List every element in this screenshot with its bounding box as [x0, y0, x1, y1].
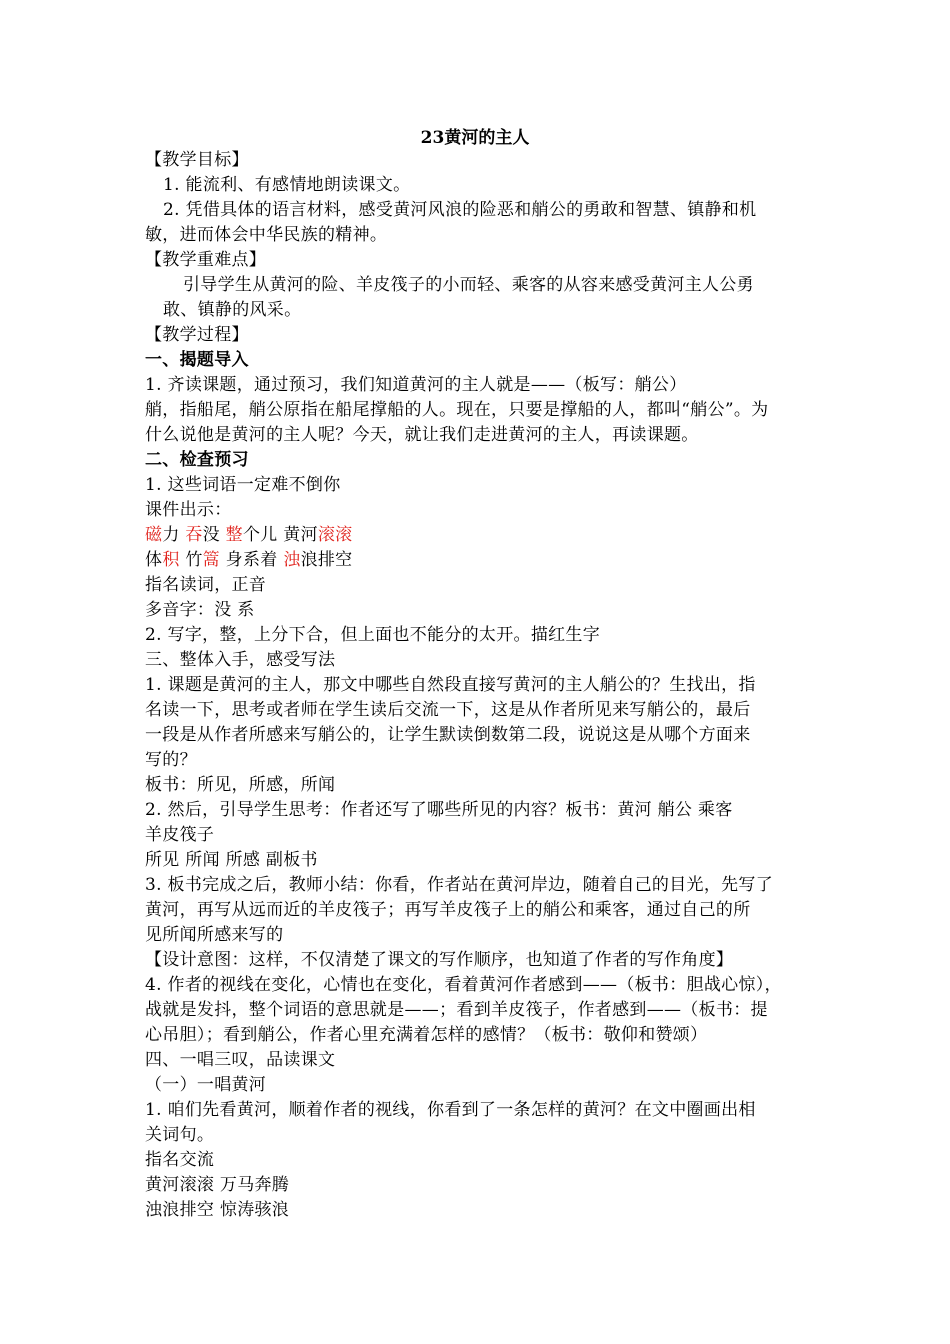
- p3-line5: 板书：所见，所感，所闻: [145, 775, 336, 795]
- part4-heading: 四、一唱三叹，品读课文: [145, 1050, 336, 1070]
- part1-heading: 一、揭题导入: [145, 350, 249, 370]
- words-row-2: [145, 548, 352, 573]
- word-seg: 整: [225, 525, 243, 545]
- p3-line11: 见所闻所感来写的: [145, 925, 284, 945]
- p3-line9: 3. 板书完成之后，教师小结：你看，作者站在黄河岸边，随着自己的目光，先写了: [145, 875, 774, 895]
- p3-line7: 羊皮筏子: [145, 825, 215, 845]
- p4-line5: 黄河滚滚 万马奔腾: [145, 1175, 290, 1195]
- p1-line3: 什么说他是黄河的主人呢？今天，就让我们走进黄河的主人，再读课题。: [145, 425, 699, 445]
- page-title: 23黄河的主人: [420, 128, 530, 148]
- p3-line3: 一段是从作者所感来写艄公的，让学生默读倒数第二段，说说这是从哪个方面来: [145, 725, 751, 745]
- p2-line3: 指名读词，正音: [145, 575, 267, 595]
- p2-line1: 1. 这些词语一定难不倒你: [145, 475, 341, 495]
- word-seg: 竹: [179, 550, 203, 570]
- word-seg: 吞: [185, 525, 203, 545]
- objective-2a: 2. 凭借具体的语言材料，感受黄河风浪的险恶和艄公的勇敢和智慧、镇静和机: [163, 200, 757, 220]
- p3-line14: 战就是发抖，整个词语的意思就是——；看到羊皮筏子，作者感到——（板书：提: [145, 1000, 768, 1020]
- p3-line4: 写的？: [145, 750, 197, 770]
- p2-line5: 2. 写字，整，上分下合，但上面也不能分的太开。描红生字: [145, 625, 601, 645]
- process-heading: 【教学过程】: [145, 325, 249, 345]
- word-seg: 积: [162, 550, 180, 570]
- word-seg: 浊: [283, 550, 301, 570]
- p3-line8: 所见 所闻 所感 副板书: [145, 850, 318, 870]
- word-seg: 磁: [145, 525, 163, 545]
- word-seg: 个儿 黄河: [242, 525, 318, 545]
- key-a: 引导学生从黄河的险、羊皮筏子的小而轻、乘客的从容来感受黄河主人公勇: [183, 275, 754, 295]
- objectives-heading: 【教学目标】: [145, 150, 249, 170]
- word-seg: 体: [145, 550, 163, 570]
- word-seg: 篙: [202, 550, 220, 570]
- p4-line1: （一）一唱黄河: [145, 1075, 267, 1095]
- objective-2b: 敏，进而体会中华民族的精神。: [145, 225, 388, 245]
- word-seg: 力: [162, 525, 186, 545]
- p3-line15: 心吊胆）；看到艄公，作者心里充满着怎样的感情？（板书：敬仰和赞颂）: [145, 1025, 708, 1045]
- key-heading: 【教学重难点】: [145, 250, 267, 270]
- p1-line1: 1. 齐读课题，通过预习，我们知道黄河的主人就是——（板写：艄公）: [145, 375, 687, 395]
- word-seg: 没: [202, 525, 226, 545]
- p4-line4: 指名交流: [145, 1150, 215, 1170]
- p4-line6: 浊浪排空 惊涛骇浪: [145, 1200, 290, 1220]
- p2-line2: 课件出示：: [145, 500, 232, 520]
- objective-1: 1. 能流利、有感情地朗读课文。: [163, 175, 411, 195]
- p3-line2: 名读一下，思考或者师在学生读后交流一下，这是从作者所见来写艄公的，最后: [145, 700, 751, 720]
- key-b: 敢、镇静的风采。: [163, 300, 302, 320]
- p3-line6: 2. 然后，引导学生思考：作者还写了哪些所见的内容？板书：黄河 艄公 乘客: [145, 800, 733, 820]
- p2-line4: 多音字：没 系: [145, 600, 255, 620]
- p4-line2: 1. 咱们先看黄河，顺着作者的视线，你看到了一条怎样的黄河？在文中圈画出相: [145, 1100, 756, 1120]
- p4-line3: 关词句。: [145, 1125, 215, 1145]
- words-row-1: [145, 523, 352, 548]
- word-seg: 浪排空: [300, 550, 353, 570]
- word-seg: 身系着: [219, 550, 284, 570]
- word-seg: 滚滚: [317, 525, 353, 545]
- part2-heading: 二、检查预习: [145, 450, 249, 470]
- p3-line13: 4. 作者的视线在变化，心情也在变化，看着黄河作者感到——（板书：胆战心惊），: [145, 975, 782, 995]
- design-intent: 【设计意图：这样，不仅清楚了课文的写作顺序，也知道了作者的写作角度】: [145, 950, 734, 970]
- p3-line10: 黄河，再写从远而近的羊皮筏子；再写羊皮筏子上的艄公和乘客，通过自己的所: [145, 900, 751, 920]
- p3-line1: 1. 课题是黄河的主人，那文中哪些自然段直接写黄河的主人艄公的？生找出，指: [145, 675, 756, 695]
- part3-heading: 三、整体入手，感受写法: [145, 650, 336, 670]
- p1-line2: 艄，指船尾，艄公原指在船尾撑船的人。现在，只要是撑船的人，都叫“艄公”。为: [145, 400, 769, 420]
